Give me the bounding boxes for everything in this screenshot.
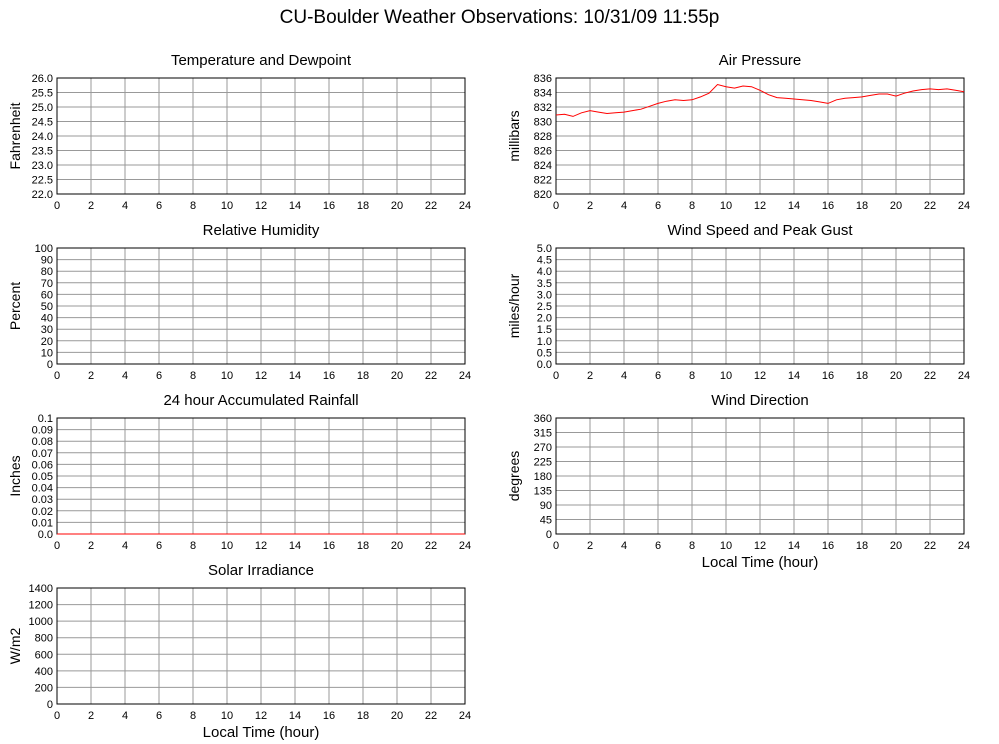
x-tick-label: 14 <box>288 710 302 722</box>
x-axis-label: Local Time (hour) <box>701 554 819 571</box>
x-tick-label: 16 <box>322 200 336 212</box>
x-tick-label: 16 <box>322 540 336 552</box>
x-tick-label: 8 <box>189 710 197 722</box>
y-tick-label: 800 <box>34 632 53 645</box>
x-tick-label: 12 <box>254 710 268 722</box>
y-tick-label: 25.0 <box>31 102 53 114</box>
y-tick-label: 270 <box>533 442 552 454</box>
x-tick-label: 6 <box>654 370 662 382</box>
x-tick-label: 8 <box>189 540 197 552</box>
y-tick-label: 0.04 <box>31 482 53 495</box>
y-tick-label: 70 <box>40 277 53 290</box>
y-tick-label: 225 <box>533 456 552 469</box>
x-tick-label: 8 <box>688 370 696 382</box>
x-tick-label: 20 <box>889 370 903 382</box>
y-tick-label: 25.5 <box>31 87 53 100</box>
x-tick-label: 4 <box>620 540 628 552</box>
y-tick-label: 820 <box>533 189 552 201</box>
x-tick-label: 6 <box>654 540 662 552</box>
x-tick-label: 2 <box>586 540 594 552</box>
x-tick-label: 20 <box>390 200 404 212</box>
x-tick-label: 2 <box>586 370 594 382</box>
x-tick-label: 6 <box>155 710 163 722</box>
chart-wind <box>506 222 970 382</box>
y-tick-label: 5.0 <box>536 243 552 255</box>
x-tick-label: 14 <box>288 200 302 212</box>
x-tick-label: 10 <box>719 540 733 552</box>
y-tick-label: 824 <box>533 160 552 172</box>
x-tick-label: 10 <box>220 540 234 552</box>
x-tick-label: 24 <box>957 370 971 382</box>
x-tick-label: 24 <box>458 370 472 382</box>
chart-winddir <box>506 392 970 571</box>
y-tick-label: 826 <box>533 145 552 158</box>
x-tick-label: 4 <box>121 710 129 722</box>
y-tick-label: 0.02 <box>31 505 53 518</box>
y-tick-label: 40 <box>40 312 53 325</box>
y-tick-label: 828 <box>533 131 552 143</box>
x-tick-label: 6 <box>155 540 163 552</box>
y-tick-label: 822 <box>533 174 552 187</box>
y-tick-label: 20 <box>40 335 53 348</box>
x-tick-label: 16 <box>322 370 336 382</box>
x-tick-label: 10 <box>719 200 733 212</box>
y-tick-label: 22.5 <box>31 174 53 187</box>
y-tick-label: 0.1 <box>37 413 53 425</box>
x-tick-label: 12 <box>753 200 767 212</box>
x-tick-label: 8 <box>189 200 197 212</box>
x-tick-label: 2 <box>586 200 594 212</box>
x-tick-label: 6 <box>654 200 662 212</box>
x-tick-label: 14 <box>288 540 302 552</box>
y-tick-label: 0.09 <box>31 424 53 437</box>
y-tick-label: 1.0 <box>536 335 552 348</box>
x-axis-label: Local Time (hour) <box>202 724 320 741</box>
x-tick-label: 22 <box>923 200 937 212</box>
y-tick-label: 180 <box>533 471 552 483</box>
x-tick-label: 20 <box>390 370 404 382</box>
x-tick-label: 22 <box>424 370 438 382</box>
x-tick-label: 16 <box>821 370 835 382</box>
x-tick-label: 24 <box>458 710 472 722</box>
x-tick-label: 0 <box>53 540 61 552</box>
x-tick-label: 12 <box>254 370 268 382</box>
chart-solar <box>7 562 471 741</box>
x-tick-label: 4 <box>620 370 628 382</box>
y-tick-label: 3.5 <box>536 277 552 290</box>
x-tick-label: 10 <box>719 370 733 382</box>
y-tick-label: 0.0 <box>536 359 552 371</box>
y-tick-label: 0.05 <box>31 471 53 483</box>
y-tick-label: 200 <box>34 682 53 695</box>
y-tick-label: 400 <box>34 665 53 678</box>
y-tick-label: 4.0 <box>536 266 552 279</box>
x-tick-label: 22 <box>923 370 937 382</box>
x-tick-label: 0 <box>552 370 560 382</box>
y-tick-label: 2.5 <box>536 301 552 313</box>
y-tick-label: 832 <box>533 102 552 114</box>
chart-title: Wind Speed and Peak Gust <box>667 222 853 239</box>
x-tick-label: 20 <box>390 540 404 552</box>
chart-pressure <box>506 52 970 212</box>
chart-temp <box>7 52 471 212</box>
y-tick-label: 0 <box>46 359 53 371</box>
y-tick-label: 0.5 <box>536 347 552 360</box>
y-tick-label: 50 <box>40 301 53 313</box>
x-tick-label: 18 <box>356 540 370 552</box>
x-tick-label: 18 <box>356 370 370 382</box>
y-tick-label: 30 <box>40 324 53 337</box>
y-tick-label: 1400 <box>28 583 53 595</box>
y-tick-label: 24.0 <box>31 131 53 143</box>
y-tick-label: 3.0 <box>536 289 552 302</box>
y-tick-label: 0.06 <box>31 459 53 472</box>
x-tick-label: 0 <box>53 370 61 382</box>
x-tick-label: 12 <box>254 540 268 552</box>
y-tick-label: 836 <box>533 73 552 85</box>
x-tick-label: 24 <box>957 200 971 212</box>
x-tick-label: 6 <box>155 200 163 212</box>
x-tick-label: 0 <box>552 200 560 212</box>
x-tick-label: 22 <box>923 540 937 552</box>
x-tick-label: 12 <box>753 370 767 382</box>
x-tick-label: 18 <box>356 200 370 212</box>
y-tick-label: 80 <box>40 266 53 279</box>
chart-title: 24 hour Accumulated Rainfall <box>163 392 359 409</box>
x-tick-label: 10 <box>220 370 234 382</box>
x-tick-label: 22 <box>424 710 438 722</box>
x-tick-label: 18 <box>855 540 869 552</box>
chart-title: Wind Direction <box>711 392 809 409</box>
y-tick-label: 0.07 <box>31 447 53 460</box>
y-tick-label: 0.03 <box>31 494 53 507</box>
y-tick-label: 834 <box>533 87 552 100</box>
x-tick-label: 4 <box>121 370 129 382</box>
y-tick-label: 1.5 <box>536 324 552 337</box>
page-title: CU-Boulder Weather Observations: 10/31/09 11:55p <box>279 7 720 28</box>
y-tick-label: 24.5 <box>31 116 53 129</box>
x-tick-label: 20 <box>889 540 903 552</box>
x-tick-label: 8 <box>688 540 696 552</box>
x-tick-label: 20 <box>889 200 903 212</box>
x-tick-label: 4 <box>121 540 129 552</box>
x-tick-label: 24 <box>458 200 472 212</box>
x-tick-label: 2 <box>87 200 95 212</box>
x-tick-label: 14 <box>787 540 801 552</box>
chart-title: Relative Humidity <box>202 222 320 239</box>
y-tick-label: 135 <box>533 485 552 498</box>
x-tick-label: 12 <box>254 200 268 212</box>
y-tick-label: 10 <box>40 347 53 360</box>
y-axis-label: Inches <box>7 455 23 497</box>
y-tick-label: 0 <box>46 699 53 711</box>
y-axis-label: degrees <box>506 450 522 502</box>
x-tick-label: 8 <box>189 370 197 382</box>
y-axis-label: W/m2 <box>7 627 23 665</box>
y-tick-label: 45 <box>539 514 552 527</box>
x-tick-label: 10 <box>220 710 234 722</box>
x-tick-label: 14 <box>288 370 302 382</box>
x-tick-label: 2 <box>87 370 95 382</box>
x-tick-label: 24 <box>458 540 472 552</box>
x-tick-label: 0 <box>53 200 61 212</box>
x-tick-label: 18 <box>855 200 869 212</box>
x-tick-label: 16 <box>821 540 835 552</box>
x-tick-label: 6 <box>155 370 163 382</box>
x-tick-label: 14 <box>787 200 801 212</box>
x-tick-label: 22 <box>424 540 438 552</box>
x-tick-label: 16 <box>322 710 336 722</box>
y-axis-label: Fahrenheit <box>7 102 23 170</box>
x-tick-label: 18 <box>356 710 370 722</box>
x-tick-label: 2 <box>87 710 95 722</box>
y-tick-label: 830 <box>533 116 552 129</box>
y-tick-label: 0.01 <box>31 517 53 530</box>
y-axis-label: miles/hour <box>506 273 522 339</box>
chart-rain <box>7 392 471 552</box>
y-tick-label: 90 <box>40 254 53 267</box>
y-tick-label: 315 <box>533 427 552 440</box>
x-tick-label: 22 <box>424 200 438 212</box>
y-tick-label: 90 <box>539 500 552 512</box>
y-tick-label: 23.5 <box>31 145 53 158</box>
y-tick-label: 360 <box>533 413 552 425</box>
y-tick-label: 0.08 <box>31 436 53 449</box>
y-tick-label: 0 <box>545 529 552 541</box>
y-tick-label: 600 <box>34 649 53 662</box>
y-tick-label: 0.0 <box>37 529 53 541</box>
x-tick-label: 4 <box>121 200 129 212</box>
x-tick-label: 2 <box>87 540 95 552</box>
x-tick-label: 8 <box>688 200 696 212</box>
y-tick-label: 100 <box>34 243 53 255</box>
chart-title: Air Pressure <box>718 52 802 69</box>
x-tick-label: 0 <box>552 540 560 552</box>
x-tick-label: 10 <box>220 200 234 212</box>
chart-humidity <box>7 222 471 382</box>
x-tick-label: 16 <box>821 200 835 212</box>
y-axis-label: millibars <box>506 110 522 162</box>
y-tick-label: 2.0 <box>536 312 552 325</box>
x-tick-label: 24 <box>957 540 971 552</box>
y-tick-label: 1000 <box>28 616 53 629</box>
y-tick-label: 23.0 <box>31 160 53 172</box>
y-tick-label: 4.5 <box>536 254 552 267</box>
x-tick-label: 4 <box>620 200 628 212</box>
x-tick-label: 18 <box>855 370 869 382</box>
chart-title: Temperature and Dewpoint <box>170 52 352 69</box>
x-tick-label: 14 <box>787 370 801 382</box>
x-tick-label: 12 <box>753 540 767 552</box>
y-tick-label: 26.0 <box>31 73 53 85</box>
y-axis-label: Percent <box>7 281 23 331</box>
y-tick-label: 1200 <box>28 599 53 612</box>
y-tick-label: 22.0 <box>31 189 53 201</box>
x-tick-label: 20 <box>390 710 404 722</box>
x-tick-label: 0 <box>53 710 61 722</box>
chart-title: Solar Irradiance <box>208 562 314 579</box>
y-tick-label: 60 <box>40 289 53 302</box>
